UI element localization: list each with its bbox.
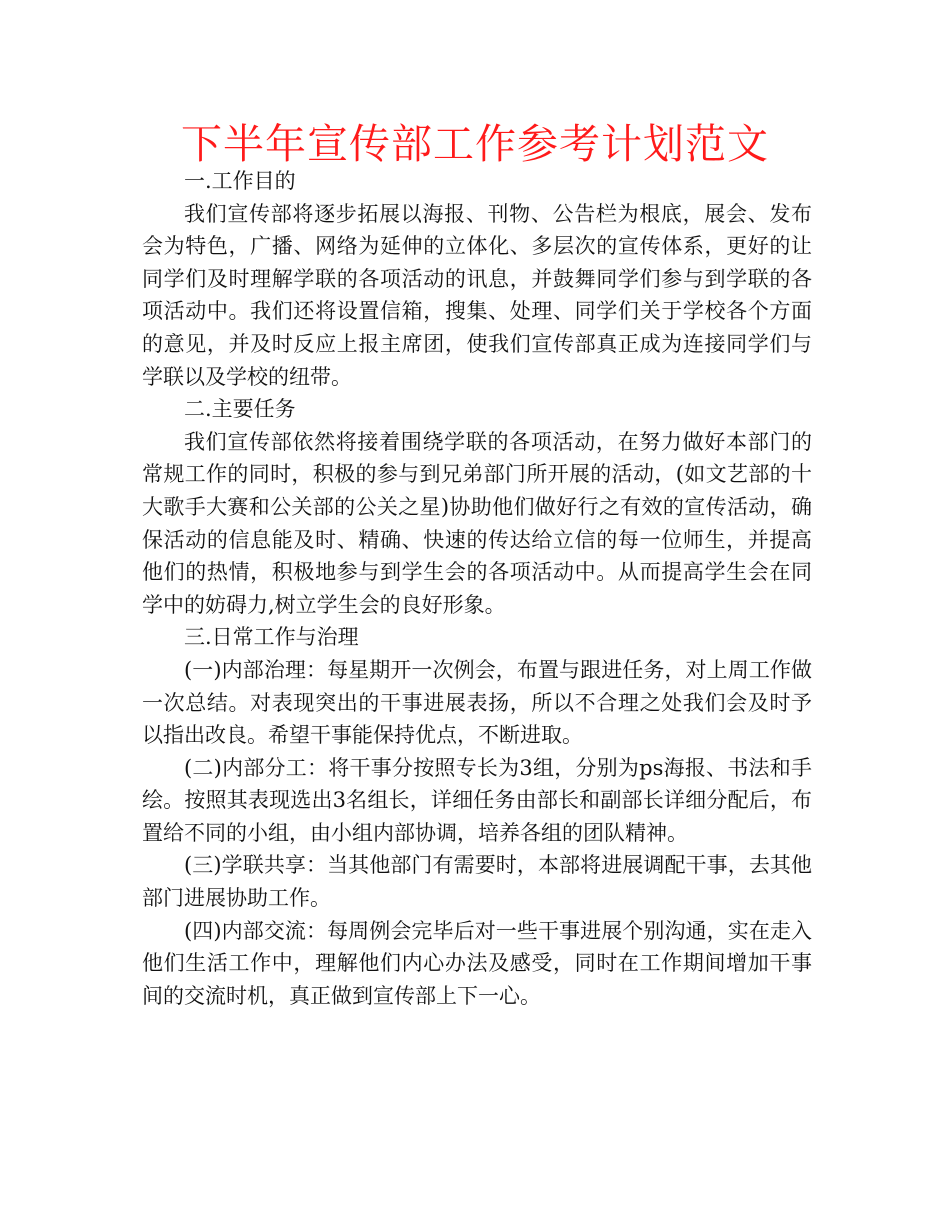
paragraph-union-sharing: (三)学联共享：当其他部门有需要时，本部将进展调配干事，去其他部门进展协助工作。 (142, 853, 812, 911)
paragraph-internal-communication: (四)内部交流：每周例会完毕后对一些干事进展个别沟通，实在走入他们生活工作中，理解他们内心办法及感受，同时在工作期间增加干事间的交流时机，真正做到宣传部上下一心。 (142, 918, 812, 1008)
document-title: 下半年宣传部工作参考计划范文 (181, 120, 769, 168)
section-heading-daily-work: 三.日常工作与治理 (184, 625, 359, 650)
section-paragraph-goals: 我们宣传部将逐步拓展以海报、刊物、公告栏为根底，展会、发布会为特色，广播、网络为延伸的立体化、多层次的宣传体系，更好的让同学们及时理解学联的各项活动的讯息，并鼓舞同学们参与到学联的各项活动中。我们还将设置信箱，搜集、处理、同学们关于学校各个方面的意见，并及时反应上报主席团，使我们宣传部真正成为连接同学们与学联以及学校的纽带。 (142, 201, 812, 389)
paragraph-internal-division: (二)内部分工：将干事分按照专长为3组，分别为ps海报、书法和手绘。按照其表现选出3名组长，详细任务由部长和副部长详细分配后，布置给不同的小组，由小组内部协调，培养各组的团队精神。 (142, 755, 812, 845)
paragraph-internal-management: (一)内部治理：每星期开一次例会，布置与跟进任务，对上周工作做一次总结。对表现突出的干事进展表扬，所以不合理之处我们会及时予以指出改良。希望干事能保持优点，不断进取。 (142, 657, 812, 748)
document-body (142, 165, 812, 1012)
section-heading-tasks: 二.主要任务 (184, 397, 296, 422)
section-heading-goals: 一.工作目的 (184, 169, 296, 193)
section-paragraph-tasks: 我们宣传部依然将接着围绕学联的各项活动，在努力做好本部门的常规工作的同时，积极的参与到兄弟部门所开展的活动，(如文艺部的十大歌手大赛和公关部的公关之星)协助他们做好行之有效的宣传活动，确保活动的信息能及时、精确、快速的传达给立信的每一位师生，并提高他们的热情，积极地参与到学生会的各项活动中。从而提高学生会在同学中的妨碍力,树立学生会的良好形象。 (142, 429, 812, 617)
